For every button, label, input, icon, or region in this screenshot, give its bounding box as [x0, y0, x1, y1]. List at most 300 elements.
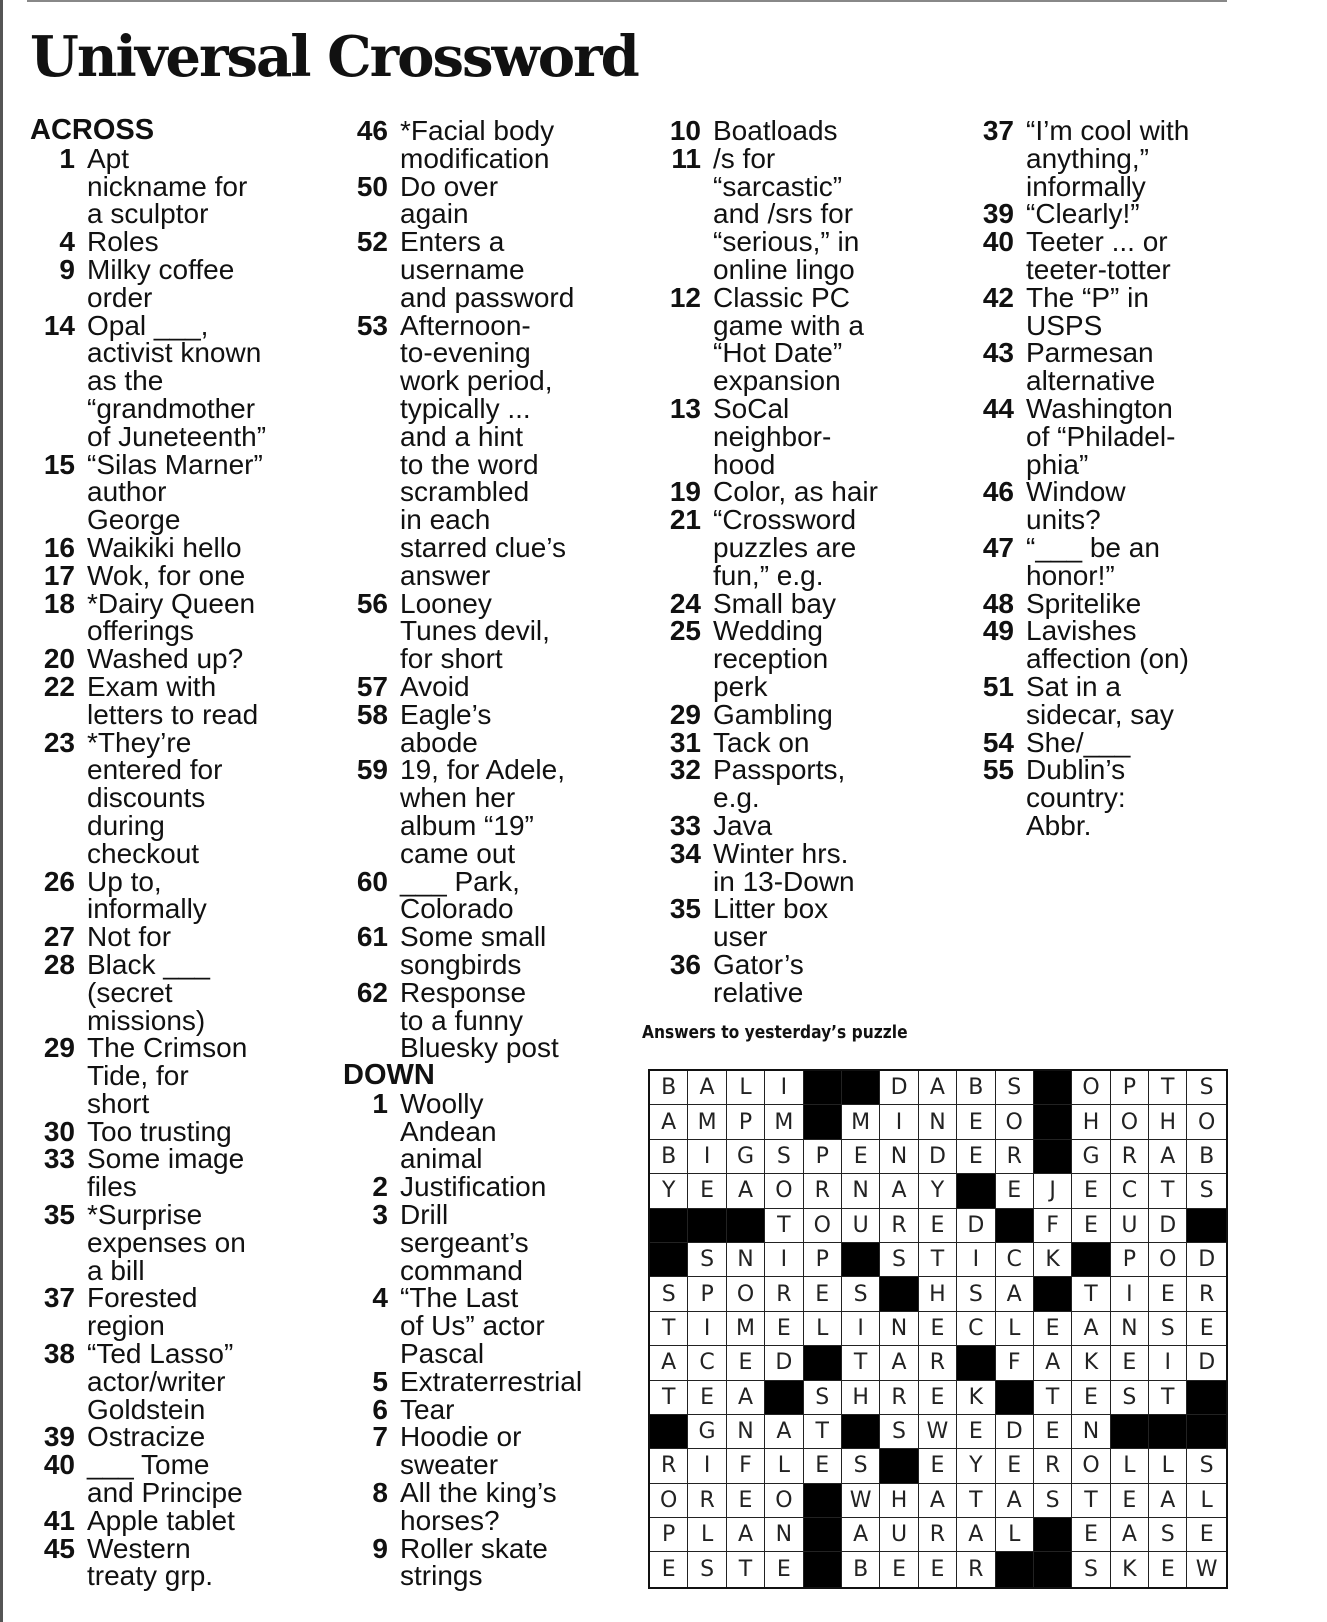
grid-letter-cell: K	[1034, 1243, 1072, 1277]
grid-letter-cell: S	[1187, 1174, 1225, 1208]
clue-text: a sculptor	[87, 198, 209, 230]
clue-number: 23	[43, 726, 75, 758]
clue-line	[343, 309, 633, 341]
clue-text: affection (on)	[1026, 643, 1189, 675]
clue-number: 15	[43, 448, 75, 480]
clue-line	[969, 531, 1259, 563]
grid-letter-cell: S	[688, 1243, 726, 1277]
clue	[30, 448, 320, 536]
grid-letter-cell: H	[880, 1484, 918, 1518]
grid-letter-cell: A	[919, 1071, 957, 1105]
clue-text: Tack on	[713, 726, 810, 758]
clue-line	[30, 1451, 320, 1479]
clue-line	[30, 948, 320, 980]
clue-text: Passports,	[713, 754, 846, 786]
grid-letter-cell: E	[650, 1552, 688, 1586]
clue-line	[343, 948, 633, 980]
clue-number: 59	[356, 754, 388, 786]
clue	[969, 587, 1259, 619]
clue	[969, 756, 1259, 839]
clue	[656, 142, 946, 285]
grid-letter-cell: I	[688, 1140, 726, 1174]
grid-letter-cell: D	[1187, 1346, 1225, 1380]
clue-line	[30, 448, 320, 480]
clue-line	[30, 1145, 320, 1173]
clue	[343, 756, 633, 867]
grid-letter-cell: D	[996, 1415, 1034, 1449]
clue-line	[30, 309, 320, 341]
grid-letter-cell: L	[688, 1518, 726, 1552]
clue-line	[343, 367, 633, 395]
clue-number: 44	[982, 392, 1014, 424]
grid-letter-cell: P	[688, 1277, 726, 1311]
grid-letter-cell: P	[727, 1105, 765, 1139]
clue-number: 57	[356, 670, 388, 702]
clue-text: She/___	[1026, 726, 1131, 758]
clue-line	[969, 253, 1259, 285]
clue-line	[343, 281, 633, 313]
clue-text: expenses on	[87, 1226, 246, 1258]
clue-text: Bluesky post	[400, 1032, 559, 1064]
clue-line	[343, 1365, 633, 1397]
clue-text: Apple tablet	[87, 1504, 235, 1536]
grid-letter-cell: F	[996, 1346, 1034, 1380]
clue-text: Gator’s	[713, 948, 804, 980]
clue-text: relative	[713, 976, 804, 1008]
grid-letter-cell: E	[688, 1174, 726, 1208]
clue-text: album “19”	[400, 809, 534, 841]
grid-letter-cell: W	[1195, 1557, 1218, 1583]
clue-line	[30, 200, 320, 228]
clue-text: as the	[87, 365, 164, 397]
clue-line	[30, 617, 320, 645]
clue-text: Andean	[400, 1115, 497, 1147]
clue-line	[343, 200, 633, 228]
grid-letter-cell: Y	[650, 1174, 688, 1208]
grid-letter-cell: P	[1111, 1243, 1149, 1277]
clue-line	[656, 531, 946, 563]
clue-text: neighbor-	[713, 420, 832, 452]
grid-letter-cell: E	[1187, 1518, 1225, 1552]
clue-text: Tear	[400, 1393, 455, 1425]
clue-text: Spritelike	[1026, 587, 1142, 619]
clue-line	[30, 1062, 320, 1090]
clue	[656, 117, 946, 145]
grid-letter-cell: O	[996, 1105, 1034, 1139]
clue	[343, 670, 633, 702]
clue-line	[30, 809, 320, 841]
clue-text: All the king’s	[400, 1477, 557, 1509]
clue	[343, 698, 633, 758]
clue	[343, 976, 633, 1064]
grid-letter-cell: A	[957, 1518, 995, 1552]
clue	[30, 309, 320, 452]
clue-line	[656, 420, 946, 452]
clue-text: nickname for	[87, 170, 248, 202]
clue	[969, 117, 1259, 200]
clue-number: 2	[372, 1171, 388, 1203]
clue-text: Up to,	[87, 865, 162, 897]
grid-letter-cell: I	[957, 1243, 995, 1277]
grid-letter-cell: E	[765, 1552, 803, 1586]
grid-letter-cell: T	[650, 1312, 688, 1346]
clue-text: Milky coffee	[87, 253, 235, 285]
grid-letter-cell: E	[919, 1209, 957, 1243]
clue-text: “Hot Date”	[713, 337, 843, 369]
clue	[30, 865, 320, 925]
grid-letter-cell: A	[727, 1518, 765, 1552]
grid-letter-cell: T	[650, 1381, 688, 1415]
clue	[30, 1201, 320, 1284]
grid-letter-cell: G	[727, 1140, 765, 1174]
clue-line	[30, 367, 320, 395]
clue-number: 7	[372, 1421, 388, 1453]
clue-text: Extraterrestrial	[400, 1365, 583, 1397]
clue-line	[30, 1201, 320, 1229]
clue-text: “grandmother	[87, 392, 256, 424]
clue-text: Pascal	[400, 1338, 485, 1370]
clue-line	[30, 837, 320, 869]
grid-letter-cell: E	[727, 1346, 765, 1380]
clue-number: 34	[669, 837, 701, 869]
clue-line	[343, 698, 633, 730]
clue-line	[343, 837, 633, 869]
grid-letter-cell: M	[765, 1105, 803, 1139]
clue-text: Teeter ... or	[1026, 226, 1168, 258]
grid-letter-cell: A	[842, 1518, 880, 1552]
grid-letter-cell: E	[1072, 1381, 1110, 1415]
clue-line	[343, 1173, 633, 1201]
clue-line	[343, 645, 633, 673]
grid-letter-cell: C	[957, 1312, 995, 1346]
clue-text: Lavishes	[1026, 615, 1137, 647]
grid-letter-cell: J	[1034, 1174, 1072, 1208]
clue-text: informally	[1026, 170, 1146, 202]
grid-letter-cell: G	[688, 1415, 726, 1449]
clue-text: again	[400, 198, 469, 230]
clue-text: “serious,” in	[713, 226, 860, 258]
clue-line	[30, 1226, 320, 1258]
clue-line	[656, 309, 946, 341]
clue-number: 24	[669, 587, 701, 619]
clue-number: 54	[982, 726, 1014, 758]
grid-letter-cell: D	[880, 1071, 918, 1105]
clue-line	[969, 478, 1259, 506]
grid-black-square	[996, 1381, 1034, 1415]
clue-text: letters to read	[87, 698, 259, 730]
clue	[343, 1479, 633, 1535]
clue-line	[30, 228, 320, 256]
clue-line	[343, 809, 633, 841]
clue-line	[343, 976, 633, 1008]
clue-line	[343, 253, 633, 285]
clue	[969, 478, 1259, 534]
clue-text: USPS	[1026, 309, 1103, 341]
clue-line	[30, 339, 320, 367]
grid-letter-cell: B	[650, 1140, 688, 1174]
grid-letter-cell: T	[842, 1346, 880, 1380]
clue-number: 11	[671, 142, 701, 174]
clue-column-3	[656, 117, 946, 1007]
grid-letter-cell: A	[688, 1071, 726, 1105]
clue-text: actor/writer	[87, 1365, 226, 1397]
clue-text: Parmesan	[1026, 337, 1154, 369]
clue-line	[969, 784, 1259, 812]
grid-letter-cell: L	[1111, 1449, 1149, 1483]
grid-letter-cell: A	[1072, 1312, 1110, 1346]
grid-letter-cell: S	[804, 1381, 842, 1415]
grid-letter-cell: T	[919, 1243, 957, 1277]
grid-letter-cell: S	[1111, 1381, 1149, 1415]
clue-number: 51	[982, 670, 1014, 702]
grid-letter-cell: E	[1111, 1346, 1149, 1380]
clue-line	[30, 1393, 320, 1425]
grid-letter-cell: Y	[919, 1174, 957, 1208]
grid-letter-cell: A	[765, 1415, 803, 1449]
clue-number: 10	[669, 115, 701, 146]
clue-text: checkout	[87, 837, 200, 869]
clue-line	[30, 142, 320, 174]
clue-line	[969, 339, 1259, 367]
clue-line	[656, 645, 946, 673]
clue-text: author	[87, 476, 167, 508]
clue-line	[343, 865, 633, 897]
clue-text: offerings	[87, 615, 194, 647]
grid-black-square	[1111, 1415, 1149, 1449]
clue-text: Avoid	[400, 670, 470, 702]
clue-line	[30, 1365, 320, 1397]
clue	[656, 809, 946, 841]
grid-letter-cell: W	[919, 1415, 957, 1449]
clue-text: starred clue’s	[400, 531, 567, 563]
grid-letter-cell: E	[688, 1381, 726, 1415]
clue-text: Dublin’s	[1026, 754, 1126, 786]
clue-number: 29	[669, 698, 701, 730]
clue-text: answer	[400, 559, 491, 591]
clue-text: Colorado	[400, 893, 514, 925]
answers-title: Answers to yesterday’s puzzle	[642, 1022, 908, 1043]
clue-text: to a funny	[400, 1004, 523, 1036]
clue-line	[343, 170, 633, 202]
grid-letter-cell: K	[1111, 1552, 1149, 1586]
clue-line	[656, 698, 946, 730]
clue-number: 37	[43, 1282, 75, 1314]
clue-line	[343, 1562, 633, 1590]
clue	[656, 837, 946, 897]
clue-text: in each	[400, 504, 491, 536]
clue-text: SoCal	[713, 392, 790, 424]
clue-line	[656, 142, 946, 174]
grid-letter-cell: N	[1072, 1415, 1110, 1449]
grid-letter-cell: R	[880, 1381, 918, 1415]
clue-line	[656, 253, 946, 285]
clue-text: Java	[713, 809, 773, 841]
clue-number: 17	[43, 559, 75, 591]
clue-line	[343, 339, 633, 367]
grid-letter-cell: A	[996, 1484, 1034, 1518]
grid-letter-cell: R	[1034, 1449, 1072, 1483]
grid-letter-cell: O	[650, 1484, 688, 1518]
clue-text: *They’re	[87, 726, 192, 758]
clue-text: files	[87, 1171, 137, 1203]
grid-letter-cell: T	[1149, 1381, 1187, 1415]
clue-line	[343, 1034, 633, 1062]
grid-letter-cell: U	[842, 1209, 880, 1243]
grid-black-square	[650, 1415, 688, 1449]
clue-text: Afternoon-	[400, 309, 531, 341]
clue-number: 8	[372, 1477, 388, 1509]
grid-letter-cell: E	[765, 1312, 803, 1346]
grid-letter-cell: T	[1034, 1381, 1072, 1415]
clue-line	[30, 1504, 320, 1536]
clue-text: The Crimson	[87, 1032, 248, 1064]
clue-line	[30, 281, 320, 313]
clue-line	[343, 587, 633, 619]
grid-letter-cell: E	[804, 1277, 842, 1311]
grid-letter-cell: K	[1072, 1346, 1110, 1380]
clue	[343, 1365, 633, 1397]
clue-text: typically ...	[400, 392, 531, 424]
clue-line	[656, 339, 946, 367]
clue-line	[30, 784, 320, 812]
puzzle-title: Universal Crossword	[30, 24, 638, 90]
clue-line	[656, 559, 946, 591]
clue-line	[343, 784, 633, 812]
clue	[30, 1423, 320, 1451]
grid-letter-cell: I	[688, 1312, 726, 1346]
clue-line	[343, 559, 633, 591]
clue	[656, 281, 946, 397]
clue-line	[969, 809, 1259, 841]
grid-letter-cell: O	[727, 1277, 765, 1311]
clue-text: entered for	[87, 754, 223, 786]
clue-text: expansion	[713, 365, 841, 397]
clue	[30, 559, 320, 591]
clue-text: sergeant’s	[400, 1226, 529, 1258]
grid-letter-cell: R	[765, 1277, 803, 1311]
clue-line	[30, 1532, 320, 1564]
top-rule	[27, 0, 1227, 2]
clue-number: 1	[372, 1087, 388, 1119]
clue-number: 55	[982, 754, 1014, 786]
clue-text: “The Last	[400, 1282, 519, 1314]
clue-line	[969, 559, 1259, 591]
grid-letter-cell: O	[1149, 1243, 1187, 1277]
grid-black-square	[1149, 1415, 1187, 1449]
grid-letter-cell: P	[650, 1518, 688, 1552]
grid-letter-cell: E	[919, 1381, 957, 1415]
clue-text: and /srs for	[713, 198, 854, 230]
clue-text: treaty grp.	[87, 1560, 214, 1592]
clue-line	[30, 1115, 320, 1147]
grid-letter-cell: U	[1111, 1209, 1149, 1243]
grid-black-square	[1187, 1381, 1225, 1415]
grid-letter-cell: H	[1149, 1105, 1187, 1139]
grid-black-square	[727, 1209, 765, 1243]
clue-line	[343, 617, 633, 645]
clue-text: Enters a	[400, 226, 505, 258]
clue-line	[969, 392, 1259, 424]
clue-text: songbirds	[400, 948, 522, 980]
clue-line	[343, 420, 633, 452]
clue-line	[30, 420, 320, 452]
clue-text: modification	[400, 142, 550, 174]
grid-letter-cell: T	[765, 1209, 803, 1243]
clue	[343, 1282, 633, 1370]
grid-black-square	[957, 1174, 995, 1208]
clue-line	[656, 478, 946, 506]
clue-text: Sat in a	[1026, 670, 1121, 702]
grid-letter-cell: P	[1111, 1071, 1149, 1105]
clue-line	[30, 670, 320, 702]
grid-letter-cell: R	[650, 1449, 688, 1483]
grid-letter-cell: D	[1149, 1209, 1187, 1243]
grid-letter-cell: R	[957, 1552, 995, 1586]
grid-letter-cell: S	[1149, 1518, 1187, 1552]
clue	[30, 948, 320, 1036]
grid-letter-cell: E	[1072, 1174, 1110, 1208]
clue	[30, 1340, 320, 1423]
grid-black-square	[957, 1346, 995, 1380]
grid-letter-cell: E	[842, 1140, 880, 1174]
clue-text: Exam with	[87, 670, 217, 702]
grid-letter-cell: O	[765, 1174, 803, 1208]
clue-text: Looney	[400, 587, 492, 619]
clue-number: 49	[982, 615, 1014, 647]
grid-letter-cell: F	[1034, 1209, 1072, 1243]
clue	[343, 587, 633, 675]
clue-line	[343, 531, 633, 563]
clue-line	[656, 117, 946, 145]
grid-letter-cell: G	[1072, 1140, 1110, 1174]
clue-number: 18	[43, 587, 75, 619]
grid-black-square	[996, 1209, 1034, 1243]
grid-letter-cell: A	[727, 1381, 765, 1415]
clue-line	[343, 756, 633, 784]
clue	[30, 1451, 320, 1507]
clue-text: Roller skate	[400, 1532, 548, 1564]
clue-text: Window	[1026, 476, 1126, 508]
clue-number: 6	[372, 1393, 388, 1425]
clue-number: 50	[356, 170, 388, 202]
grid-letter-cell: W	[842, 1484, 880, 1518]
grid-letter-cell: B	[1187, 1140, 1225, 1174]
clue-text: *Surprise	[87, 1199, 203, 1231]
clue-text: Justification	[400, 1171, 547, 1203]
clue-line	[969, 726, 1259, 758]
clue-number: 9	[59, 253, 75, 285]
grid-letter-cell: Y	[957, 1449, 995, 1483]
grid-black-square	[1034, 1140, 1072, 1174]
clue-line	[30, 1479, 320, 1507]
grid-black-square	[880, 1277, 918, 1311]
clue-line	[969, 228, 1259, 256]
grid-letter-cell: N	[727, 1415, 765, 1449]
clue-line	[969, 645, 1259, 673]
grid-letter-cell: N	[919, 1105, 957, 1139]
grid-letter-cell: H	[919, 1277, 957, 1311]
clue-text: strings	[400, 1560, 483, 1592]
grid-letter-cell: S	[842, 1449, 880, 1483]
clue-line	[969, 506, 1259, 534]
grid-black-square	[1072, 1243, 1110, 1277]
clue-number: 28	[43, 948, 75, 980]
clue-text: short	[87, 1087, 150, 1119]
clue-text: sidecar, say	[1026, 698, 1174, 730]
clue	[30, 645, 320, 673]
grid-black-square	[650, 1243, 688, 1277]
clue-line	[343, 228, 633, 256]
